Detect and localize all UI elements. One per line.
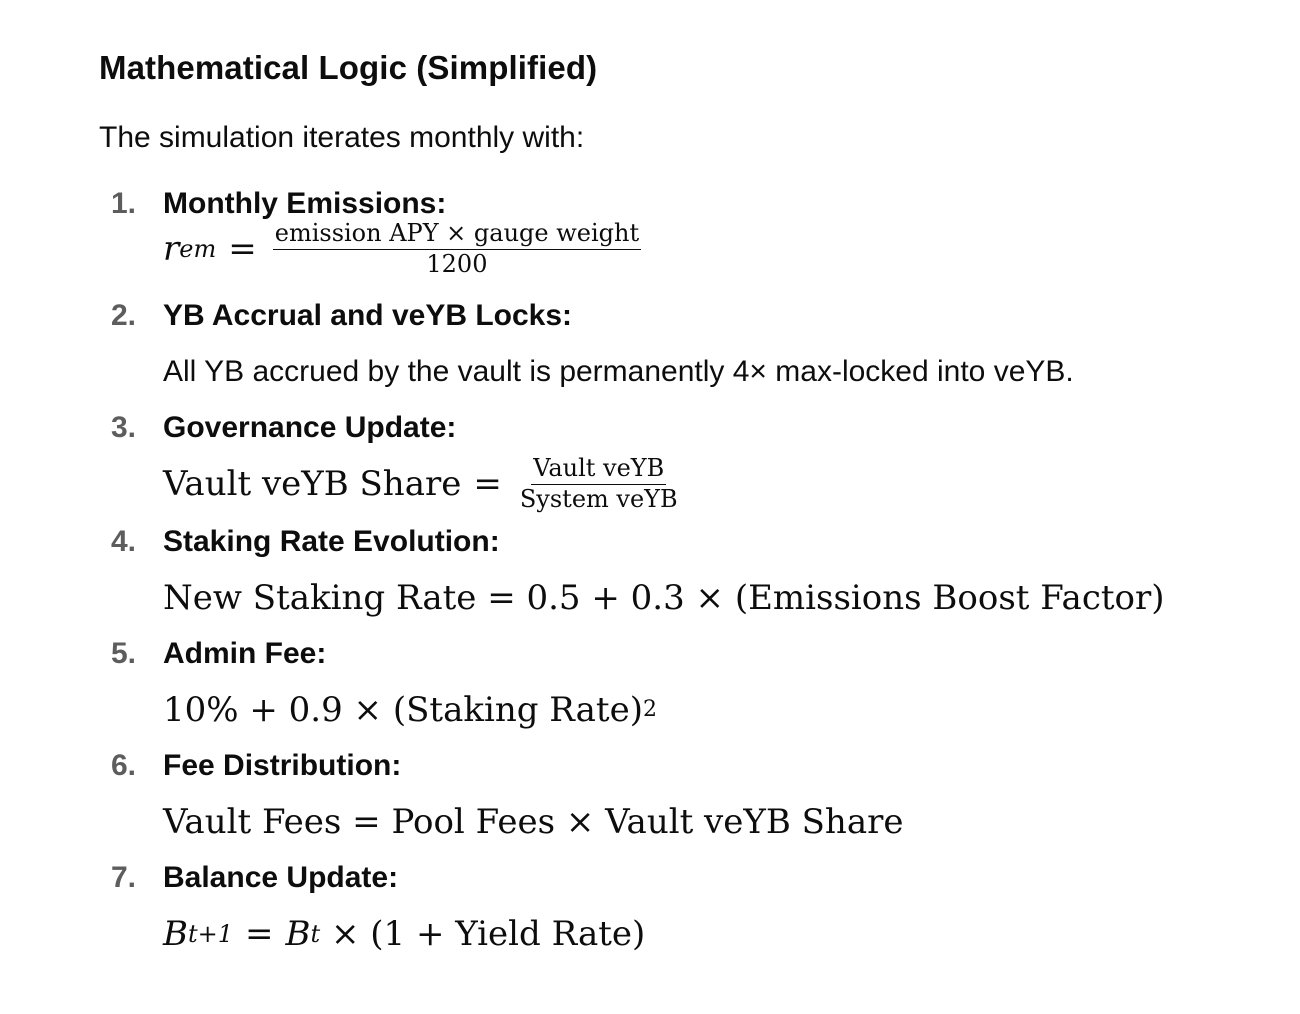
formula-base: 10% + 0.9 × (Staking Rate) [163,690,643,730]
governance-formula [163,452,1249,516]
formula-fraction [273,221,641,276]
step-balance-update [99,854,1249,966]
step-title: Balance Update: [163,861,399,894]
balance-update-formula [163,902,1249,966]
step-title: YB Accrual and veYB Locks: [163,299,573,332]
formula-exponent: 2 [642,697,657,722]
step-title: Governance Update: [163,411,457,444]
step-number: 2. [111,299,137,332]
formula-fraction [518,456,680,511]
fraction-numerator: emission APY × gauge weight [273,221,641,249]
step-title: Admin Fee: [163,637,327,670]
formula-rhs-var: B [285,914,311,954]
step-admin-fee [99,630,1249,742]
steps-list [99,180,1249,966]
formula-lhs-var: r [163,229,180,269]
intro-text: The simulation iterates monthly with: [99,121,585,154]
step-number: 4. [111,525,137,558]
formula-equals: = [228,229,257,269]
step-governance-update [99,404,1249,518]
staking-rate-formula: New Staking Rate = 0.5 + 0.3 × (Emissions Boost Factor) [163,578,1165,618]
step-number: 1. [111,187,137,220]
step-fee-distribution [99,742,1249,854]
step-number: 7. [111,861,137,894]
fraction-denominator: 1200 [426,249,488,278]
formula-lhs-sub: t+1 [188,920,234,948]
step-title: Monthly Emissions: [163,187,447,220]
step-number: 3. [111,411,137,444]
emissions-formula [163,219,1249,278]
step-title: Staking Rate Evolution: [163,525,500,558]
formula-lhs-sub: em [179,235,217,263]
formula-equals: = [473,464,502,504]
content [99,44,1249,966]
step-yb-accrual [99,292,1249,404]
step-monthly-emissions [99,180,1249,292]
step-title: Fee Distribution: [163,749,402,782]
fee-distribution-formula: Vault Fees = Pool Fees × Vault veYB Share [163,802,904,842]
formula-rhs-sub: t [310,920,321,948]
step-description: All YB accrued by the vault is permanently 4× max-locked into veYB. [163,355,1074,388]
admin-fee-formula [163,678,1249,742]
formula-equals: = [245,914,274,954]
section-heading: Mathematical Logic (Simplified) [99,49,598,86]
formula-lhs: Vault veYB Share [163,464,462,504]
step-staking-rate-evolution [99,518,1249,630]
formula-rest: × (1 + Yield Rate) [331,914,646,954]
fraction-numerator: Vault veYB [531,456,666,484]
step-number: 6. [111,749,137,782]
fraction-denominator: System veYB [519,484,678,513]
step-number: 5. [111,637,137,670]
formula-lhs-var: B [163,914,188,954]
